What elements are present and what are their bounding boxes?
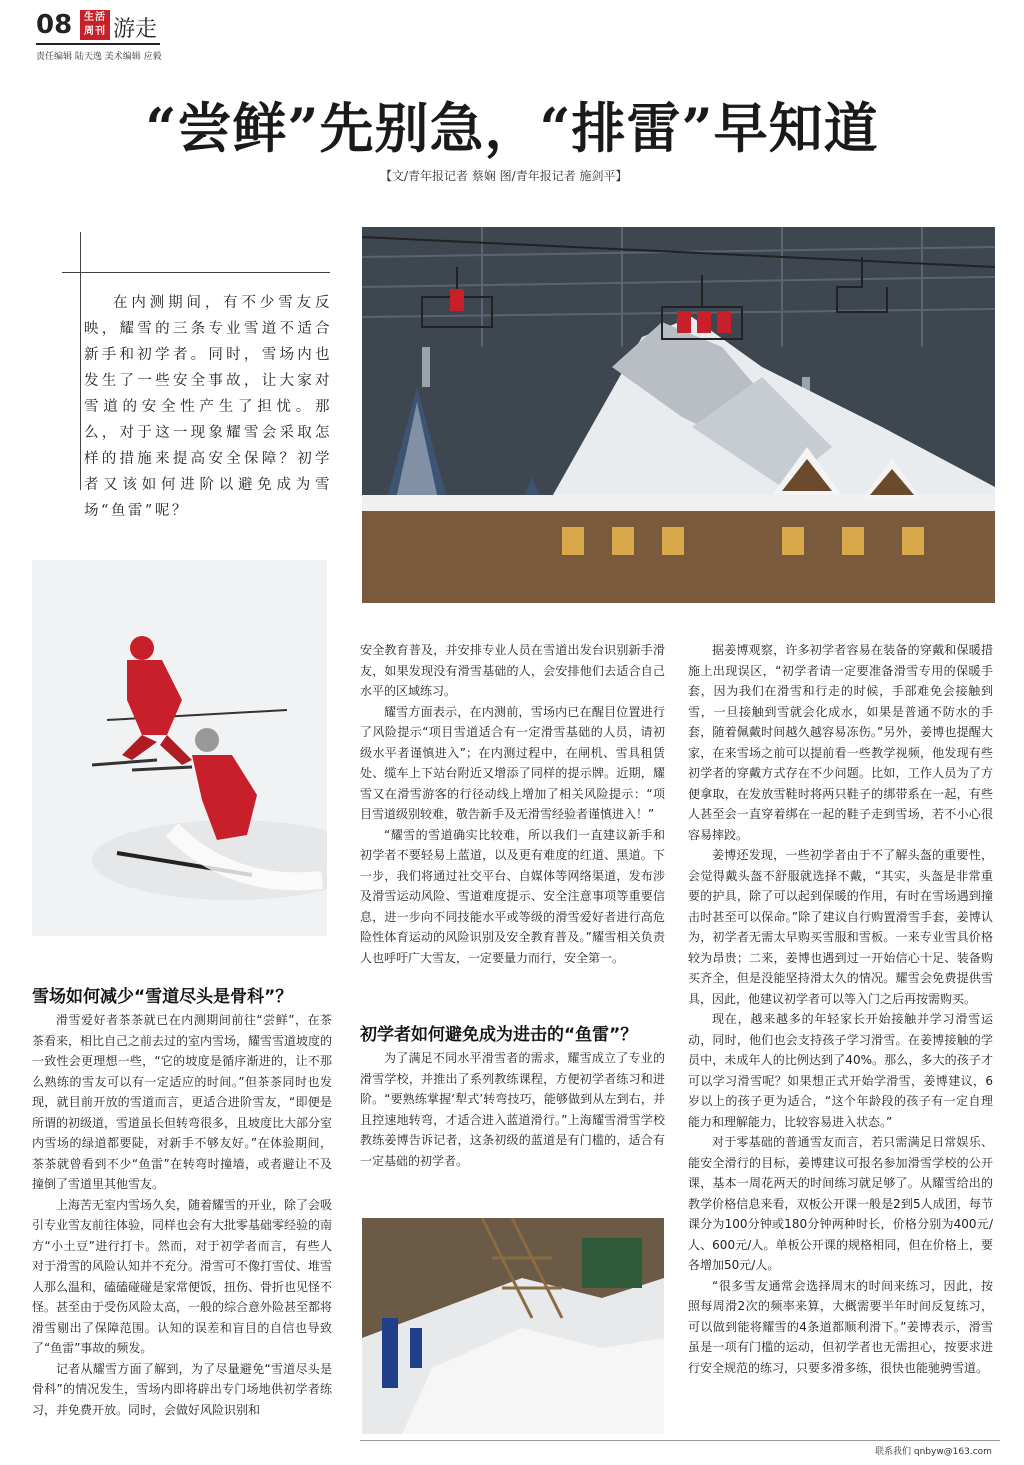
col3-paragraph: “很多雪友通常会选择周末的时间来练习，因此，按照每周滑2次的频率来算，大概需要半年时间反复练习，可以做到能将耀雪的4条道都顺利滑下。”姜博表示，滑雪虽是一项有门槛的运动，但初学者也无需担心，按要求进行安全规范的练习，只要多滑多练，很快也能驰骋雪道。	[688, 1278, 993, 1375]
contact-email: 联系我们 qnbyw@163.com	[875, 1447, 992, 1457]
main-photo	[362, 227, 995, 603]
col3-paragraph: 对于零基础的普通雪友而言，若只需满足日常娱乐、能安全滑行的目标，姜博建议可报名参加滑雪学校的公开课，基本一周花两天的时间练习就足够了。从耀雪给出的教学价格信息来看，双板公开课一般是2到5人成团，每节课分为100分钟或180分钟两种时长，价格分别为400元/人、600元/人。单板公开课的规格相同，但在价格上，要各增加50元/人。	[688, 1135, 993, 1272]
col2-paragraph: 安全教育普及，并安排专业人员在雪道出发台识别新手滑友，如果发现没有滑雪基础的人，会安排他们去适合自己水平的区域练习。	[360, 643, 665, 698]
col2-paragraph: 耀雪方面表示，在内测前，雪场内已在醒目位置进行了风险提示“项目雪道适合有一定滑雪基础的人员，请初级水平者谨慎进入”；在内测过程中，在闸机、雪具租赁处、缆车上下站台附近又增添了同样的提示牌。近期，耀雪又在滑雪游客的行径动线上增加了相关风险提示：“项目雪道级别较难，敬告新手及无滑雪经验者谨慎进入！”	[360, 704, 665, 821]
section-title: 游走	[113, 17, 158, 42]
col1-paragraph: 滑雪爱好者茶茶就已在内测期间前往“尝鲜”，在茶茶看来，相比自己之前去过的室内雪场，耀雪雪道坡度的一致性会更理想一些，“它的坡度是循序渐进的，让不那么熟练的雪友可以有一定适应的时间。”但茶茶同时也发现，就目前开放的雪道而言，更适合进阶雪友，“即便是所谓的初级道，雪道虽长但转弯很多，且坡度比大部分室内雪场的绿道都要陡，对新手不够友好。”在体验期间，茶茶就曾看到不少“鱼雷”在转弯时撞墙，或者避让不及撞倒了雪道里其他雪友。	[32, 1013, 333, 1191]
article-column-2	[360, 640, 665, 968]
masthead-rule	[36, 43, 160, 45]
skiers-illustration	[32, 560, 327, 936]
article-column-1	[32, 1010, 332, 1420]
intro-frame-horizontal-rule	[62, 272, 330, 273]
col3-paragraph: 据姜博观察，许多初学者容易在装备的穿戴和保暖措施上出现误区，“初学者请一定要准备滑雪专用的保暖手套，因为我们在滑雪和行走的时候，手部难免会接触到雪，一旦接触到雪就会化成水，如果是普通不防水的手套，随着佩戴时间越久越容易冻伤。”另外，姜博也提醒大家，在来雪场之前可以提前看一些教学视频，他发现有些初学者的穿戴方式存在不少问题。比如，工作人员为了方便拿取，在发放雪鞋时将两只鞋子的绑带系在一起，有些人甚至会一直穿着绑在一起的鞋子走到雪场，若不小心很容易摔跤。	[688, 643, 993, 842]
slope-photo	[362, 1218, 664, 1434]
article-column-3	[688, 640, 993, 1378]
skier-photo	[32, 560, 327, 936]
editor-credits: 责任编辑 陆天逸 美术编辑 应毅	[36, 52, 162, 62]
col2-paragraph: 为了满足不同水平滑雪者的需求，耀雪成立了专业的滑雪学校，并推出了系列教练课程，方便初学者练习和进阶。“要熟练掌握‘犁式’转弯技巧，能够做到从左到右，并且控速地转弯，才适合进入蓝道滑行。”上海耀雪滑雪学校教练姜博告诉记者，这条初级的蓝道是有门槛的，适合有一定基础的初学者。	[360, 1051, 665, 1168]
headline: “尝鲜”先别急，“排雷”早知道	[145, 96, 879, 160]
page-number: 08	[36, 10, 73, 40]
intro-paragraph: 在内测期间，有不少雪友反映，耀雪的三条专业雪道不适合新手和初学者。同时，雪场内也发生了一些安全事故，让大家对雪道的安全性产生了担忧。那么，对于这一现象耀雪会采取怎样的措施来提高安全保障？初学者又该如何进阶以避免成为雪场“鱼雷”呢？	[84, 295, 332, 519]
footer-rule	[360, 1440, 1000, 1441]
col2-subheading: 初学者如何避免成为进击的“鱼雷”？	[360, 1025, 638, 1045]
col2-paragraph: “耀雪的雪道确实比较难，所以我们一直建议新手和初学者不要轻易上蓝道，以及更有难度的红道、黑道。下一步，我们将通过社交平台、自媒体等网络渠道，发布涉及滑雪运动风险、雪道难度提示、安全注意事项等重要信息，进一步向不同技能水平或等级的滑雪爱好者进行高危险性体育运动的风险识别及安全教育普及。”耀雪相关负责人也呼吁广大雪友，一定要量力而行，安全第一。	[360, 827, 665, 965]
col3-paragraph: 姜博还发现，一些初学者由于不了解头盔的重要性，会觉得戴头盔不舒服就选择不戴，“其实，头盔是非常重要的护具，除了可以起到保暖的作用，有时在雪场遇到撞击时甚至可以保命。”除了建议自行购置滑雪手套，姜博认为，初学者无需太早购买雪服和雪板。一来专业雪具价格较为昂贵；二来，姜博也遇到过一开始信心十足、装备购买齐全，但是没能坚持滑太久的情况。耀雪会免费提供雪具，因此，他建议初学者可以等入门之后再按需购买。	[688, 848, 993, 1006]
publication-logo: 生活 周刊	[80, 10, 110, 40]
byline: 【文/青年报记者 蔡娴 图/青年报记者 施剑平】	[380, 169, 628, 183]
col1-paragraph: 记者从耀雪方面了解到，为了尽量避免“雪道尽头是骨科”的情况发生，雪场内即将辟出专门场地供初学者练习，并免费开放。同时，会做好风险识别和	[32, 1361, 332, 1417]
col1-subheading: 雪场如何减少“雪道尽头是骨科”？	[32, 987, 293, 1007]
chairlift-castle-illustration	[362, 227, 995, 603]
col1-paragraph: 上海苦无室内雪场久矣，随着耀雪的开业，除了会吸引专业雪友前往体验，同样也会有大批零基础零经验的南方“小土豆”进行打卡。然而，对于初学者而言，有些人对于滑雪的风险认知并不充分。滑雪可不像打雪仗、堆雪人那么温和，磕磕碰碰是家常便饭，扭伤、骨折也见怪不怪。甚至由于受伤风险太高，一般的综合意外险甚至都将滑雪剔出了保障范围。认知的误差和盲目的自信也导致了“鱼雷”事故的频发。	[32, 1197, 333, 1355]
col3-paragraph: 现在，越来越多的年轻家长开始接触并学习滑雪运动，同时，他们也会支持孩子学习滑雪。在姜博接触的学员中，未成年人的比例达到了40%。那么，多大的孩子才可以学习滑雪呢？如果想正式开始学滑雪，姜博建议，6岁以上的孩子更为适合，“这个年龄段的孩子有一定自理能力和理解能力，比较容易进入状态。”	[688, 1012, 993, 1129]
article-column-2-continued	[360, 1048, 665, 1171]
ski-slope-illustration	[362, 1218, 664, 1434]
intro-frame-vertical-rule	[80, 232, 81, 490]
